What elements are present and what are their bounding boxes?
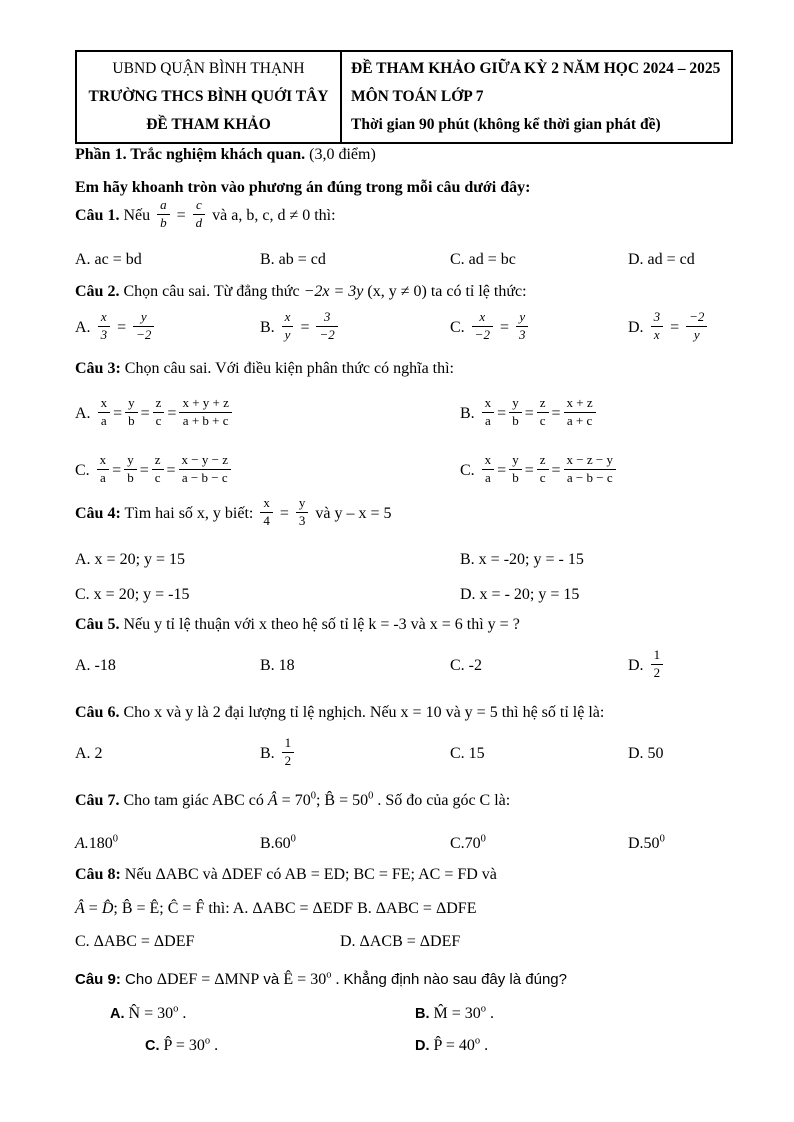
exam-type: ĐỀ THAM KHẢO — [146, 116, 271, 133]
school-authority: UBND QUẬN BÌNH THẠNH — [112, 60, 305, 77]
q1-options — [75, 249, 735, 271]
q3-options-row1 — [75, 390, 735, 438]
q4-options-row1 — [75, 549, 735, 571]
fraction: $\frac{y}{b}$ — [509, 453, 522, 486]
q7-stem: Câu 7. Cho tam giác ABC có Â = $70^0$; B̂ = $50^0$ . Số đo của góc C là: — [75, 790, 511, 809]
fraction: $\frac{z}{c}$ — [153, 396, 165, 429]
fraction: $\frac{x + z}{a + c}$ — [564, 396, 596, 429]
q8-option-c: C. ΔABC = ΔDEF — [75, 933, 195, 950]
school-name: TRƯỜNG THCS BÌNH QUỚI TÂY — [88, 88, 329, 105]
q9-options-row2 — [75, 1037, 735, 1055]
q2-stem: Câu 2. Chọn câu sai. Từ đẳng thức −2x = 3y (x, y ≠ 0) ta có tỉ lệ thức: — [75, 283, 527, 300]
fraction: $\frac{x}{a}$ — [482, 396, 495, 429]
q7-option-b: $B.60^0$ — [260, 833, 296, 852]
exam-info-cell — [342, 52, 731, 142]
q6-option-b: B. $\frac{1}{2}$ — [260, 738, 450, 771]
exam-title: ĐỀ THAM KHẢO GIỮA KỲ 2 NĂM HỌC 2024 – 2025 — [351, 60, 721, 77]
fraction: $\frac{c}{d}$ — [193, 198, 206, 231]
part1-title: Phần 1. Trắc nghiệm khách quan. (3,0 điểm) — [75, 146, 376, 163]
q7-option-a: A.180$^0$ — [75, 833, 119, 852]
fraction: $\frac{y}{3}$ — [516, 310, 529, 343]
q5-option-b: B. 18 — [260, 657, 295, 674]
q2-option-b: B. $\frac{x}{y}$ = $\frac{3}{-2}$ — [260, 312, 450, 345]
exam-header-table — [75, 50, 733, 144]
q8-options-row — [75, 933, 735, 951]
q5-options — [75, 642, 735, 690]
q5-option-d: D. $\frac{1}{2}$ — [628, 650, 735, 683]
q7-option-d: $D.50^0$ — [628, 833, 665, 852]
q2-options — [75, 306, 735, 350]
fraction: $\frac{x - z - y}{a - b - c}$ — [564, 453, 616, 486]
exam-subject: MÔN TOÁN LỚP 7 — [351, 88, 484, 105]
fraction: $\frac{x}{a}$ — [97, 453, 110, 486]
fraction: $\frac{-2}{y}$ — [686, 310, 707, 343]
q9-option-d: D. P̂ = $40^o$ . — [415, 1035, 489, 1054]
q4-option-a: A. x = 20; y = 15 — [75, 551, 186, 568]
q4-stem: Câu 4: Tìm hai số x, y biết: $\frac{x}{4}$ = $\frac{y}{3}$ và y – x = 5 — [75, 495, 392, 528]
q3-option-a: A. $\frac{x}{a}$ = $\frac{y}{b}$ = $\frac{z}{c}$ = $\frac{x + y + z}{a + b + c}$ — [75, 398, 460, 431]
fraction: $\frac{y}{b}$ — [509, 396, 522, 429]
q4-options-row2 — [75, 584, 735, 606]
q9-stem: Câu 9: Cho ΔDEF = ΔMNP và Ê = $30^o$ . Khẳng định nào sau đây là đúng? — [75, 969, 567, 988]
exam-duration: Thời gian 90 phút (không kể thời gian phát đề) — [351, 116, 661, 133]
fraction: $\frac{y}{-2}$ — [133, 310, 154, 343]
q7-options — [75, 833, 735, 855]
q2-option-c: C. $\frac{x}{-2}$ = $\frac{y}{3}$ — [450, 312, 628, 345]
fraction: $\frac{z}{c}$ — [537, 453, 549, 486]
fraction: $\frac{y}{3}$ — [296, 496, 309, 529]
q1-option-d: D. ad = cd — [628, 251, 695, 268]
q6-options — [75, 730, 735, 778]
q4-option-c: C. x = 20; y = -15 — [75, 586, 190, 603]
fraction: $\frac{x}{-2}$ — [472, 310, 493, 343]
fraction: $\frac{x}{y}$ — [282, 310, 294, 343]
fraction: $\frac{x}{3}$ — [98, 310, 111, 343]
q9-option-b: B. M̂ = $30^o$ . — [415, 1003, 495, 1022]
q5-option-c: C. -2 — [450, 657, 482, 674]
q8-stem-line1: Câu 8: Nếu ΔABC và ΔDEF có AB = ED; BC = FE; AC = FD và — [75, 866, 497, 883]
q9-option-c: C. P̂ = $30^o$ . — [145, 1035, 219, 1054]
fraction: $\frac{1}{2}$ — [282, 736, 295, 769]
q4-option-d: D. x = - 20; y = 15 — [460, 586, 580, 603]
q1-option-a: A. ac = bd — [75, 251, 142, 268]
q3-option-c2: C. $\frac{x}{a}$ = $\frac{y}{b}$ = $\frac{z}{c}$ = $\frac{x - z - y}{a - b - c}$ — [460, 455, 735, 488]
q2-option-a: A. $\frac{x}{3}$ = $\frac{y}{-2}$ — [75, 312, 260, 345]
q6-stem: Câu 6. Cho x và y là 2 đại lượng tỉ lệ nghịch. Nếu x = 10 và y = 5 thì hệ số tỉ lệ là: — [75, 704, 605, 721]
fraction: $\frac{z}{c}$ — [152, 453, 164, 486]
fraction: $\frac{3}{-2}$ — [316, 310, 337, 343]
fraction: $\frac{y}{b}$ — [125, 396, 138, 429]
q1-option-b: B. ab = cd — [260, 251, 326, 268]
q5-stem: Câu 5. Nếu y tỉ lệ thuận với x theo hệ số tỉ lệ k = -3 và x = 6 thì y = ? — [75, 616, 520, 633]
q6-option-d: D. 50 — [628, 745, 664, 762]
q3-options-row2 — [75, 447, 735, 495]
fraction: $\frac{x + y + z}{a + b + c}$ — [179, 396, 231, 429]
q3-option-b: B. $\frac{x}{a}$ = $\frac{y}{b}$ = $\frac{z}{c}$ = $\frac{x + z}{a + c}$ — [460, 398, 735, 431]
school-info-cell — [77, 52, 342, 142]
fraction: $\frac{3}{x}$ — [651, 310, 664, 343]
fraction: $\frac{a}{b}$ — [157, 198, 170, 231]
q4-option-b: B. x = -20; y = - 15 — [460, 551, 584, 568]
q1-stem: Câu 1. Nếu $\frac{a}{b}$ = $\frac{c}{d}$ và a, b, c, d ≠ 0 thì: — [75, 197, 336, 230]
q5-option-a: A. -18 — [75, 657, 116, 674]
q7-option-c: $C.70^0$ — [450, 833, 486, 852]
q6-option-c: C. 15 — [450, 745, 485, 762]
q8-option-d: D. ΔACB = ΔDEF — [340, 933, 461, 950]
fraction: $\frac{x}{a}$ — [98, 396, 111, 429]
q1-option-c: C. ad = bc — [450, 251, 516, 268]
fraction: $\frac{1}{2}$ — [651, 648, 664, 681]
q6-option-a: A. 2 — [75, 745, 103, 762]
q2-option-d: D. $\frac{3}{x}$ = $\frac{-2}{y}$ — [628, 312, 735, 345]
q9-options-row1 — [75, 1005, 735, 1023]
q8-stem-line2: Â = D̂; B̂ = Ê; Ĉ = F̂ thì: A. ΔABC = ΔEDF B. ΔABC = ΔDFE — [75, 900, 477, 917]
q9-option-a: A. N̂ = $30^o$ . — [110, 1003, 187, 1022]
fraction: $\frac{y}{b}$ — [124, 453, 137, 486]
fraction: $\frac{x}{a}$ — [482, 453, 495, 486]
q3-stem: Câu 3: Chọn câu sai. Với điều kiện phân thức có nghĩa thì: — [75, 360, 454, 377]
fraction: $\frac{x}{4}$ — [260, 496, 273, 529]
part1-instruction: Em hãy khoanh tròn vào phương án đúng trong mỗi câu dưới đây: — [75, 179, 531, 196]
q3-option-c1: C. $\frac{x}{a}$ = $\frac{y}{b}$ = $\frac{z}{c}$ = $\frac{x - y - z}{a - b - c}$ — [75, 455, 460, 488]
fraction: $\frac{x - y - z}{a - b - c}$ — [179, 453, 231, 486]
fraction: $\frac{z}{c}$ — [537, 396, 549, 429]
